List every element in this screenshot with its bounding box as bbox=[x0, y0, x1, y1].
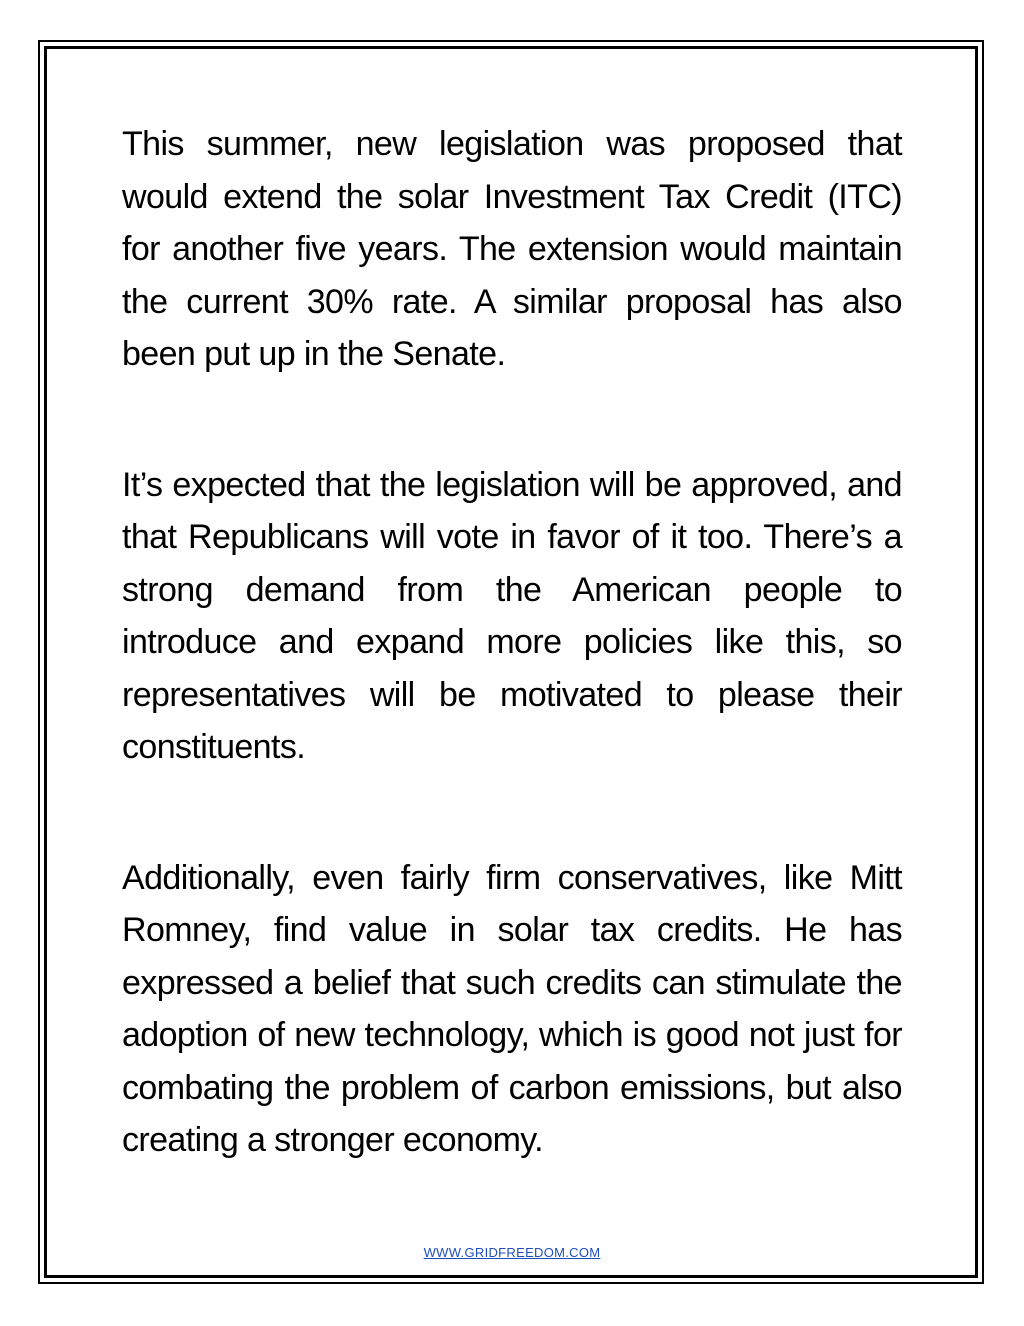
document-body bbox=[122, 118, 902, 1245]
paragraph-itc-extension: This summer, new legislation was proposed that would extend the solar Investment Tax Credit (ITC) for another five years. The extension would maintain the current 30% rate. A similar proposal has also been put up in the Senate. bbox=[122, 125, 902, 373]
footer-website-link[interactable]: WWW.GRIDFREEDOM.COM bbox=[423, 1245, 601, 1260]
paragraph-approval-expected: It’s expected that the legislation will be approved, and that Republicans will vote in favor of it too. There’s a strong demand from the American people to introduce and expand more policies like this, so representatives will be motivated to please their constituents. bbox=[122, 465, 902, 766]
paragraph-conservative-support: Additionally, even fairly firm conservatives, like Mitt Romney, find value in solar tax credits. He has expressed a belief that such credits can stimulate the adoption of new technology, which is good not just for combating the problem of carbon emissions, but also creating a stronger economy. bbox=[122, 858, 902, 1159]
